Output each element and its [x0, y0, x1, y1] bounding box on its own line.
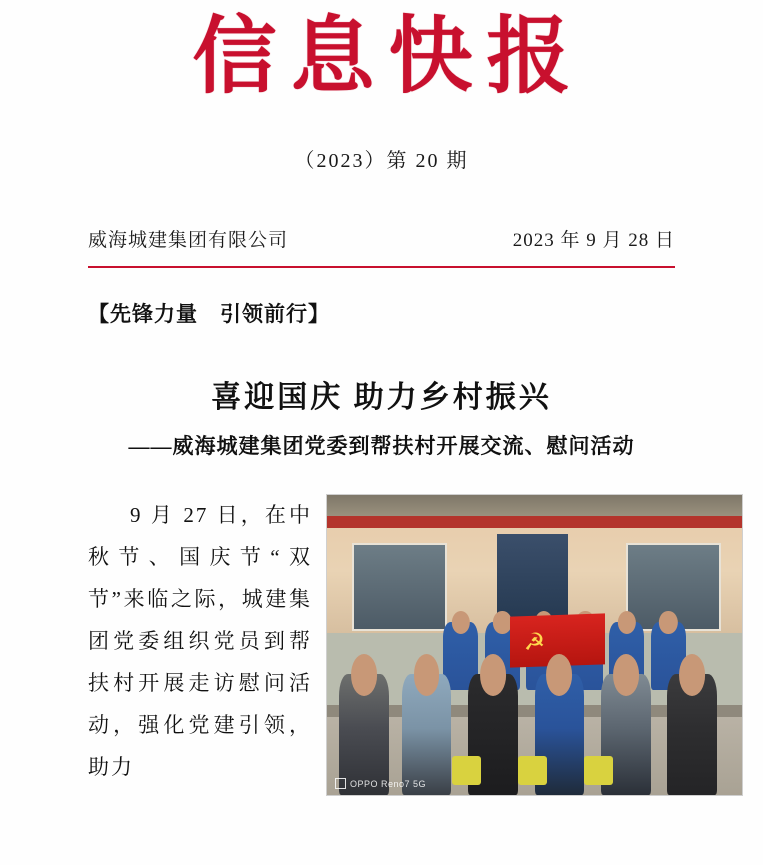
article-paragraph — [88, 494, 312, 788]
photo-person-head — [613, 654, 639, 695]
photo-scene — [327, 495, 742, 795]
publication-date: 2023 年 9 月 28 日 — [512, 230, 675, 252]
photo-gift-bag — [452, 756, 481, 785]
photo-gift-bag — [518, 756, 547, 785]
photo-person-head — [679, 654, 705, 695]
article-subheadline: ——威海城建集团党委到帮扶村开展交流、慰问活动 — [128, 434, 635, 459]
publisher-organization: 威海城建集团有限公司 — [88, 230, 289, 252]
photo-person-head — [546, 654, 572, 695]
publication-title: 信息快报 — [192, 11, 585, 104]
header-divider-rule — [88, 266, 675, 268]
photo-red-band — [327, 516, 742, 528]
photo-person-head — [493, 611, 511, 634]
photo-person-front — [667, 674, 717, 795]
photo-watermark-text: OPPO Reno7 5G — [350, 778, 427, 789]
issue-number: （2023）第 20 期 — [294, 150, 469, 173]
photo-watermark — [335, 778, 426, 789]
photo-person-head — [414, 654, 440, 695]
photo-person-head — [618, 611, 636, 634]
masthead — [0, 0, 763, 102]
photo-person-front — [339, 674, 389, 795]
photo-person-head — [452, 611, 470, 634]
photo-person-head — [659, 611, 677, 634]
photo-person-head — [351, 654, 377, 695]
article-body-area — [0, 494, 763, 796]
article-headline: 喜迎国庆 助力乡村振兴 — [211, 381, 552, 415]
publisher-row — [0, 225, 763, 252]
photo-roof-band — [327, 495, 742, 516]
photo-front-row — [327, 663, 742, 795]
article-paragraph-text: 9 月 27 日，在中秋节、国庆节“双节”来临之际，城建集团党委组织党员到帮扶村开展走访慰问活动，强化党建引领，助力 — [88, 503, 312, 780]
photo-person-front — [402, 674, 452, 795]
camera-logo-icon — [335, 778, 346, 789]
article-photo — [326, 494, 743, 796]
party-emblem-icon: ☭ — [523, 630, 546, 657]
photo-gift-bag — [584, 756, 613, 785]
article-body-column — [88, 494, 312, 788]
photo-person-head — [480, 654, 506, 695]
column-heading: 【先锋力量 引领前行】 — [88, 302, 330, 327]
